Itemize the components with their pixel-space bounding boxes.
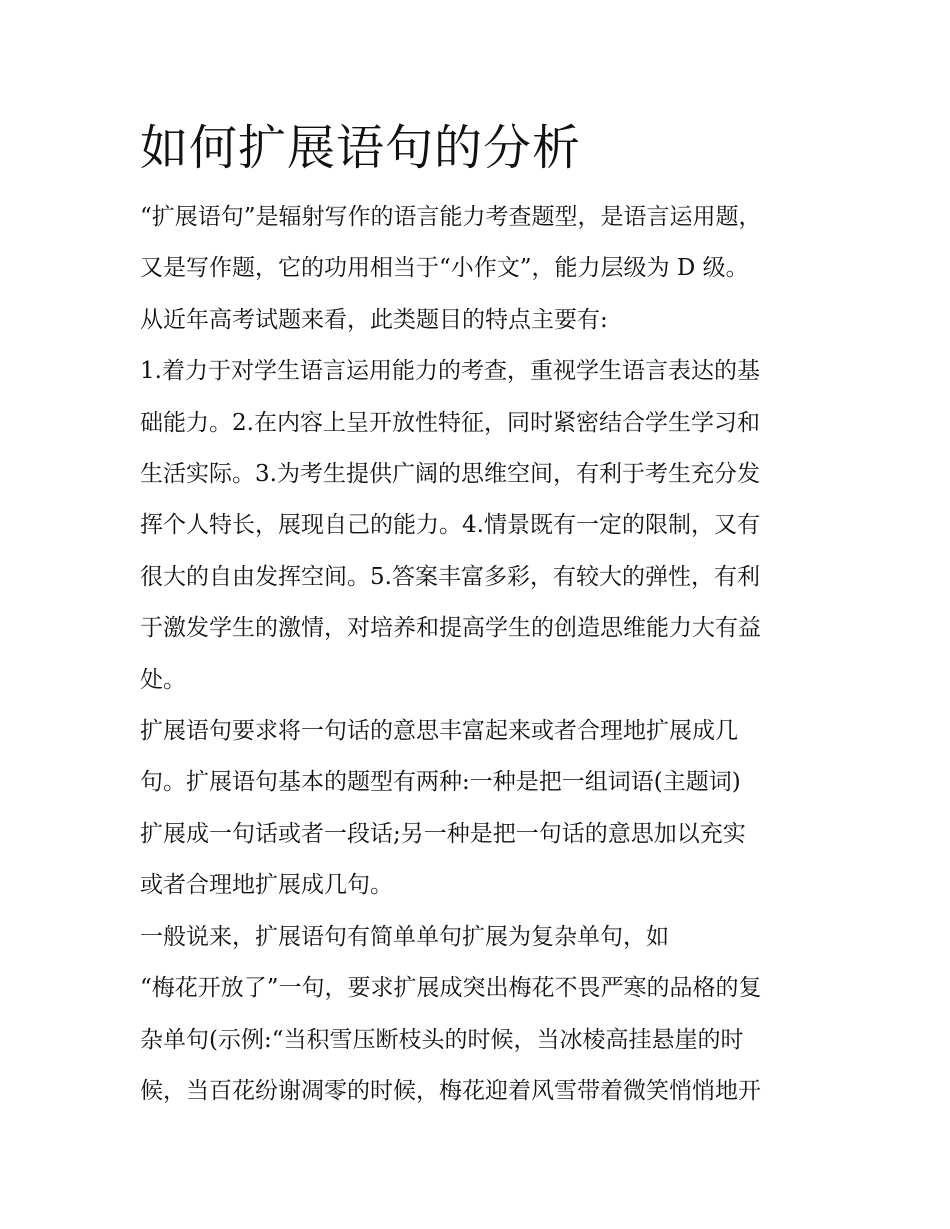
text-line: 句。扩展语句基本的题型有两种:一种是把一组词语(主题词) (140, 769, 741, 796)
paragraph-features-lead (140, 295, 820, 346)
text-line: 从近年高考试题来看，此类题目的特点主要有: (140, 306, 608, 333)
text-line: 或者合理地扩展成几句。 (140, 872, 393, 899)
paragraph-features-list (140, 346, 820, 706)
text-line: 1.着力于对学生语言运用能力的考查，重视学生语言表达的基 (140, 358, 760, 385)
text-line: 扩展成一句话或者一段话;另一种是把一句话的意思加以充实 (140, 820, 746, 847)
document-page (140, 112, 820, 1117)
text-line: 于激发学生的激情，对培养和提高学生的创造思维能力大有益 (140, 615, 761, 642)
paragraph-intro (140, 192, 820, 295)
paragraph-question-types (140, 706, 820, 912)
text-line: 很大的自由发挥空间。5.答案丰富多彩，有较大的弹性，有利 (140, 563, 760, 590)
text-line: 处。 (140, 666, 186, 693)
text-line: 杂单句(示例:“当积雪压断枝头的时候，当冰棱高挂悬崖的时 (140, 1026, 744, 1053)
text-line: 又是写作题，它的功用相当于“小作文”，能力层级为 D 级。 (140, 255, 749, 282)
text-line: “梅花开放了”一句，要求扩展成突出梅花不畏严寒的品格的复 (140, 975, 762, 1002)
text-line: 扩展语句要求将一句话的意思丰富起来或者合理地扩展成几 (140, 718, 738, 745)
text-line: 生活实际。3.为考生提供广阔的思维空间，有利于考生充分发 (140, 461, 760, 488)
document-body (140, 192, 820, 1117)
text-line: “扩展语句”是辐射写作的语言能力考查题型，是语言运用题， (140, 204, 762, 230)
text-line: 挥个人特长，展现自己的能力。4.情景既有一定的限制，又有 (140, 512, 760, 539)
paragraph-example (140, 912, 820, 1118)
text-line: 础能力。2.在内容上呈开放性特征，同时紧密结合学生学习和 (140, 409, 760, 436)
text-line: 候，当百花纷谢凋零的时候，梅花迎着风雪带着微笑悄悄地开 (140, 1077, 761, 1104)
text-line: 一般说来，扩展语句有简单单句扩展为复杂单句，如 (140, 923, 669, 950)
document-title: 如何扩展语句的分析 (140, 120, 582, 176)
